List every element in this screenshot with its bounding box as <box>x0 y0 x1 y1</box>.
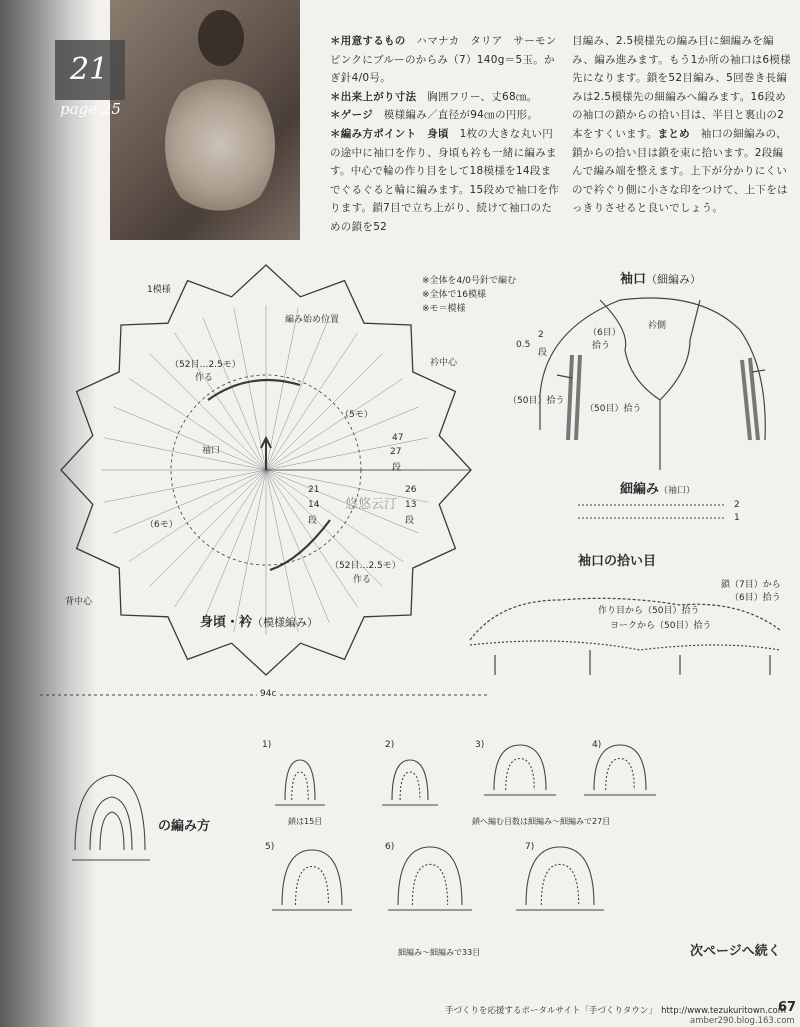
radial-line <box>266 470 329 622</box>
sc-row-1: 1 <box>734 513 740 523</box>
chain-pick-label: （6目）拾う <box>730 593 781 603</box>
bottom-52-make: 作る <box>353 575 372 585</box>
continue-next-page: 次ページへ続く <box>690 944 781 959</box>
six-motif-label: （6モ） <box>145 520 178 530</box>
method-title: の編み方 <box>158 819 211 834</box>
sc-title-main: 細編み <box>620 482 660 497</box>
diagram-title-main: 身頃・衿 <box>200 615 253 630</box>
fifty-right-label: （50目）拾う <box>585 404 642 414</box>
method-steps <box>272 745 656 910</box>
caption-6: 細編み〜細編みで33目 <box>398 948 481 957</box>
sc-rows <box>578 505 725 518</box>
sc-row-2: 2 <box>734 500 740 510</box>
sleeve-title-sub: （細編み） <box>646 273 702 286</box>
diagram-title-sub: （模様編み） <box>252 616 319 629</box>
step-inner-arch <box>506 759 535 791</box>
row-21: 21 <box>308 485 320 495</box>
pickup-title: 袖口の拾い目 <box>578 554 657 569</box>
page-reference: page 25 <box>60 100 121 118</box>
collar-side-label: 衿側 <box>648 321 667 331</box>
top-52-make: 作る <box>195 373 214 383</box>
step-inner-arch <box>292 772 309 800</box>
step-6: 6) <box>385 842 395 852</box>
start-position-label: 編み始め位置 <box>285 315 340 325</box>
row-27: 27 <box>390 447 402 457</box>
sc-title <box>620 478 695 497</box>
chain-from-label: 鎖（7目）から <box>721 580 781 590</box>
five-motif-label: （5モ） <box>340 410 373 420</box>
step-arch <box>398 847 462 905</box>
method-icon <box>72 775 150 860</box>
row-13: 13 <box>405 500 417 510</box>
caption-1: 鎖は15目 <box>288 817 323 826</box>
step-arch <box>282 850 342 905</box>
sleeve-label: 袖口 <box>202 446 221 456</box>
row-26: 26 <box>405 485 417 495</box>
back-center-label: 背中心 <box>65 597 93 607</box>
row-14: 14 <box>308 500 320 510</box>
dan-label-1: 段 <box>392 463 402 473</box>
size-heading: ＊出来上がり寸法 <box>330 90 417 103</box>
radial-line <box>114 407 266 470</box>
collar-center-label: 衿中心 <box>430 358 458 368</box>
note-1: ※全体を4/0号針で編む <box>422 276 517 286</box>
dan-label-2: 段 <box>308 516 318 526</box>
step-inner-arch <box>400 772 420 800</box>
materials-text: ハマナカ タリア サーモンピンクにブルーのからみ（7）140g＝5玉。かぎ針4/0号。 <box>330 35 557 85</box>
one-motif-label: 1模様 <box>147 285 171 295</box>
fifty-left-label: （50目）拾う <box>508 396 565 406</box>
note-2: ※全体で16模様 <box>422 290 486 300</box>
step-arch <box>392 760 428 800</box>
gauge-text: 模様編み／直径が94㎝の円形。 <box>373 109 539 122</box>
step-inner-arch <box>541 864 578 905</box>
radial-line <box>266 318 329 470</box>
step-arch <box>594 745 646 790</box>
materials-heading: ＊用意するもの <box>330 35 406 47</box>
step-3: 3) <box>475 740 485 750</box>
sleeve-title-main: 袖口 <box>620 272 647 287</box>
width-label: 94c <box>257 689 279 699</box>
step-2: 2) <box>385 740 395 750</box>
sleeve-openings <box>208 380 330 570</box>
step-7: 7) <box>525 842 535 852</box>
note-3: ※モ＝模様 <box>422 304 466 314</box>
caption-3: 鎖へ編む目数は細編み〜細編みで27目 <box>472 817 611 826</box>
top-52-label: （52目…2.5モ） <box>170 360 241 370</box>
step-inner-arch <box>296 867 329 906</box>
radial-line <box>114 470 266 533</box>
sc-title-sub: （袖口） <box>659 486 696 496</box>
two-label: 2 <box>538 330 544 340</box>
points-text: 1枚の大きな丸い円の途中に袖口を作り、身頃も衿も一緒に編みます。中心で輪の作り目をして18模様を14段までぐるぐると輪に編みます。15段めで袖口を作ります。鎖7目で立ち上がり、続けて袖口のための鎖を52 <box>330 127 560 233</box>
dan-label-4: 段 <box>538 348 548 358</box>
blog-url: amber290.blog.163.com <box>690 1016 795 1026</box>
radial-line <box>203 470 266 622</box>
continued-text: 目編み、2.5模様先の編み目に細編みを編み、編み進みます。もう1か所の袖口は6模様先になります。鎖を52目編み、5回巻き長編みは2.5模様先の細編みへ編みます。16段めの袖口の鎖からの拾い目は、半目と裏山の2本をすくいます。 <box>572 35 791 140</box>
half-cm-label: 0.5 <box>516 340 531 350</box>
step-arch <box>285 760 315 800</box>
six-pick-label-2: 拾う <box>592 341 611 351</box>
diagram-title <box>200 611 318 630</box>
step-arch <box>526 847 594 905</box>
finishing-heading: まとめ <box>657 127 690 140</box>
size-text: 胸囲フリー、丈68㎝。 <box>416 90 538 103</box>
from-start-label: 作り目から（50目）拾う <box>598 606 700 616</box>
step-4: 4) <box>592 740 602 750</box>
step-arch <box>494 745 546 790</box>
six-pick-label: （6目） <box>588 328 621 338</box>
step-inner-arch <box>412 864 447 905</box>
page-number: 67 <box>778 1000 797 1015</box>
watermark: 悠悠云汀 <box>345 497 398 512</box>
row-47: 47 <box>392 433 404 443</box>
step-5: 5) <box>265 842 275 852</box>
from-yoke-label: ヨークから（50目）拾う <box>610 621 712 631</box>
gauge-heading: ＊ゲージ <box>330 109 373 122</box>
bottom-52-label: （52目…2.5モ） <box>330 561 401 571</box>
points-heading: ＊編み方ポイント 身頃 <box>330 127 449 140</box>
footer-text: 手づくりを応援するポータルサイト「手づくりタウン」 http://www.tezukuritown.com <box>445 1006 787 1016</box>
step-1: 1) <box>262 740 272 750</box>
sleeve-title <box>620 268 701 287</box>
dan-label-3: 段 <box>405 516 415 526</box>
finishing-text: 袖口の細編みの、鎖からの拾い目は鎖を束に拾います。2段編んで編み端を整えます。上下が分かりにくいので衿ぐり側に小さな印をつけて、上下をはっきりさせると良いでしょう。 <box>572 127 788 215</box>
pattern-number: 21 <box>70 52 109 87</box>
step-inner-arch <box>606 759 635 791</box>
